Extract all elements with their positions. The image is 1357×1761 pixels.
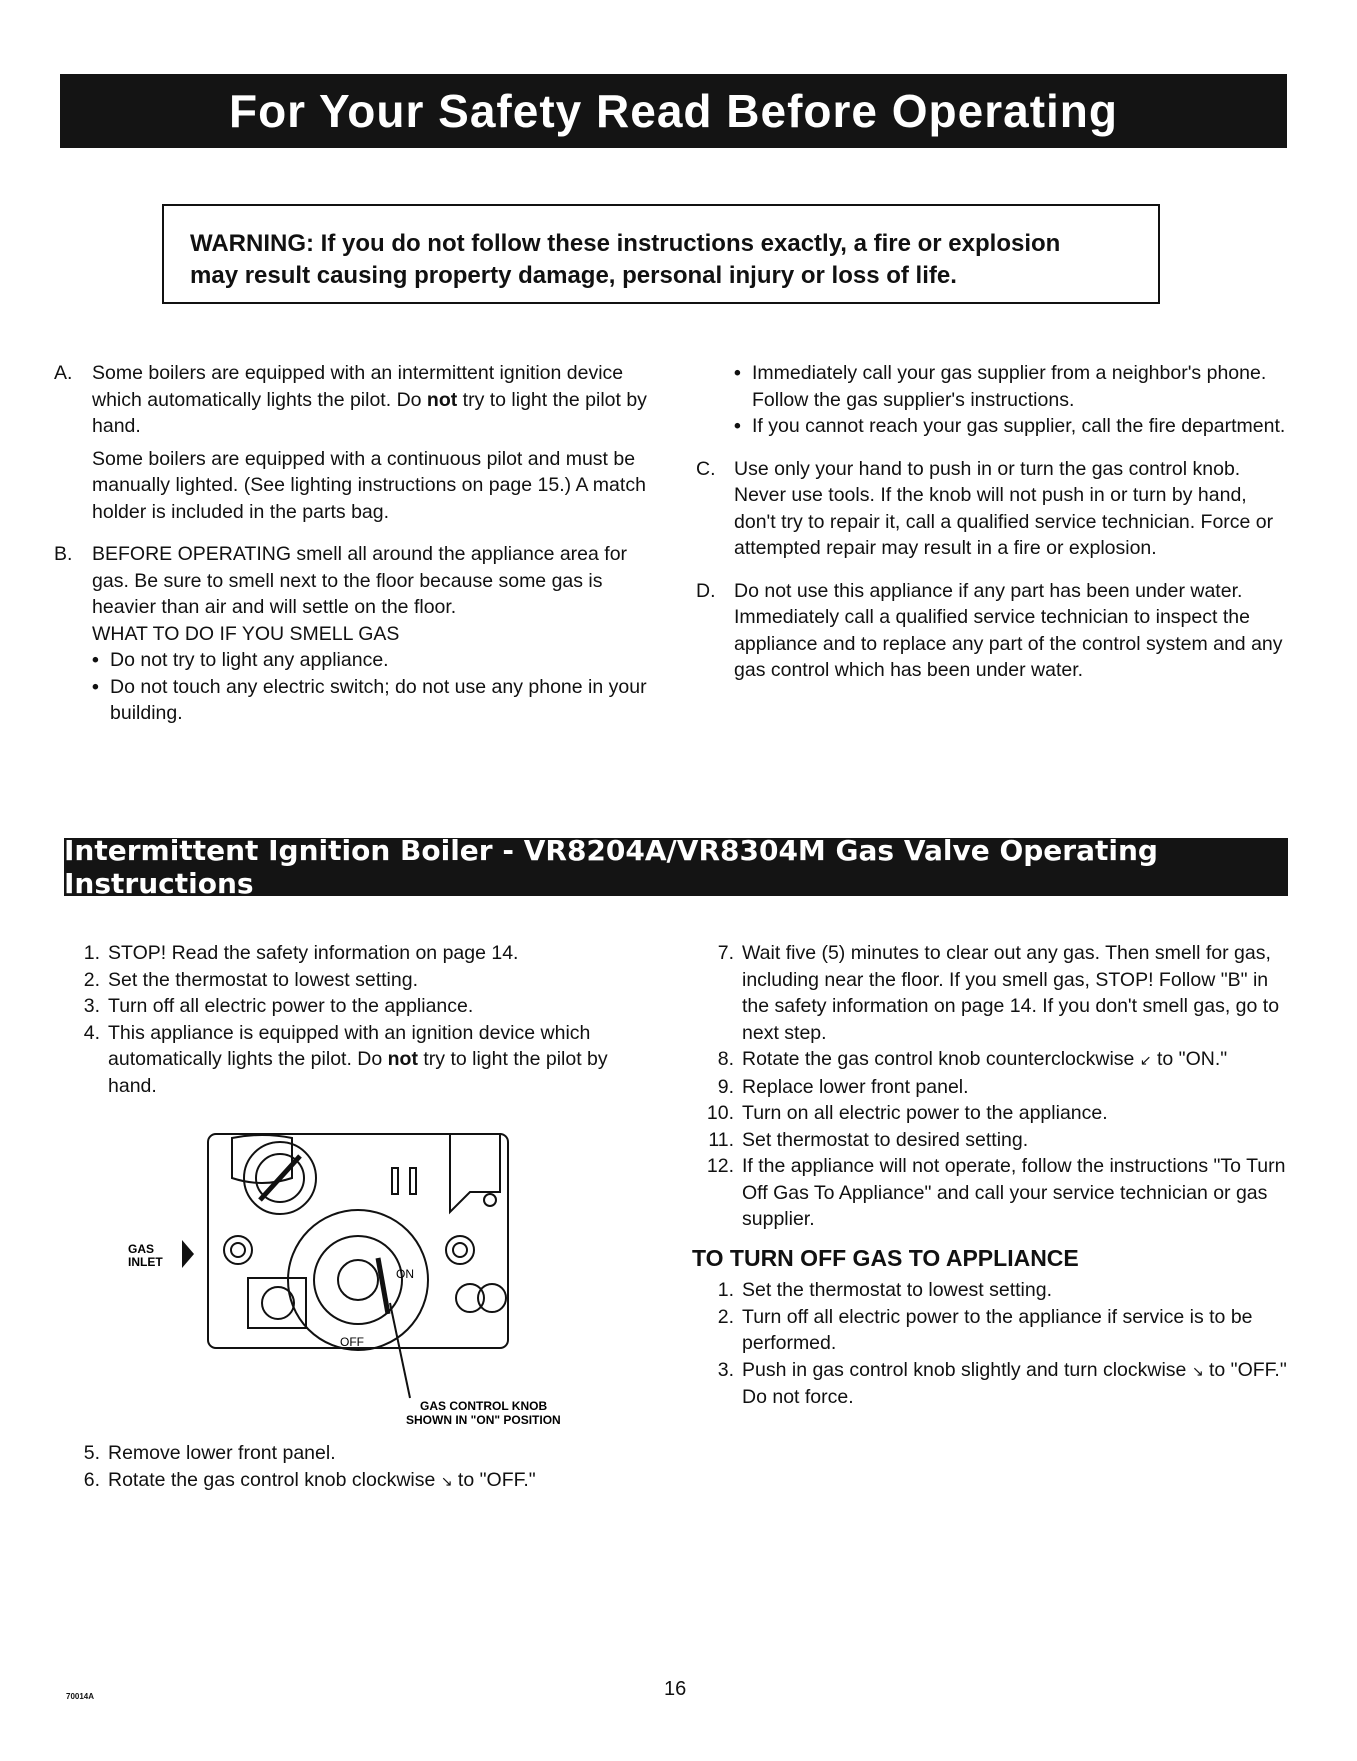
diagram-caption: GAS CONTROL KNOB xyxy=(420,1399,548,1413)
gas-valve-diagram xyxy=(120,1128,640,1428)
diagram-caption: SHOWN IN "ON" POSITION xyxy=(406,1413,561,1427)
step-item: 10. Turn on all electric power to the appliance. xyxy=(706,1102,1108,1124)
step-item: 1. Set the thermostat to lowest setting. xyxy=(717,1279,1052,1301)
safety-item-a: A. Some boilers are equipped with an intermittent ignition device which automatically lights the pilot. Do not try to light the pilot by hand. Some boilers are equipped with a continuous pilot and must be manually lighted. (See lighting instructions on page 15.) A match holder is included in the parts bag. xyxy=(54,360,650,525)
safety-item-c: C. Use only your hand to push in or turn the gas control knob. Never use tools. If the knob will not push in or turn by hand, don't try to repair it, call a qualified service technician. Force or attempted repair may result in a fire or explosion. xyxy=(696,457,1274,559)
steps-right-column xyxy=(692,940,1290,1411)
step-item: 2. Set the thermostat to lowest setting. xyxy=(83,968,418,991)
step-item: 1. STOP! Read the safety information on page 14. xyxy=(83,942,519,964)
section-title: Intermittent Ignition Boiler - VR8204A/VR8304M Gas Valve Operating Instructions xyxy=(64,838,1288,896)
step-item: 9. Replace lower front panel. xyxy=(717,1075,969,1098)
bullet-item: • If you cannot reach your gas supplier, call the fire department. xyxy=(734,413,1292,440)
footer-code: 70014A xyxy=(66,1692,95,1701)
off-label: OFF xyxy=(340,1335,364,1349)
step-item: 6. Rotate the gas control knob clockwise ↘ to "OFF." xyxy=(83,1468,536,1491)
safety-b-heading: WHAT TO DO IF YOU SMELL GAS xyxy=(92,622,400,645)
warning-line-1: WARNING: If you do not follow these instructions exactly, a fire or explosion xyxy=(190,230,1061,257)
safety-item-d: D. Do not use this appliance if any part has been under water. Immediately call a qualified service technician to inspect the appliance and to replace any part of the control system and any gas control which has been under water. xyxy=(696,579,1283,681)
step-item: 4. This appliance is equipped with an ignition device which automatically lights the pilot. Do not try to light the pilot by hand. xyxy=(83,1021,608,1097)
warning-box xyxy=(162,204,1160,304)
warning-line-2: may result causing property damage, personal injury or loss of life. xyxy=(190,262,957,289)
page-number: 16 xyxy=(664,1678,687,1700)
bullet-item: • Do not touch any electric switch; do not use any phone in your building. xyxy=(92,674,650,727)
step-item: 5. Remove lower front panel. xyxy=(83,1442,336,1464)
bullet-item: • Immediately call your gas supplier from a neighbor's phone. Follow the gas supplier's instructions. xyxy=(734,360,1292,413)
step-item: 3. Push in gas control knob slightly and turn clockwise ↘ to "OFF." Do not force. xyxy=(717,1358,1287,1408)
safety-a-paragraph-2: Some boilers are equipped with a continuous pilot and must be manually lighted. (See lighting instructions on page 15.) A match holder is included in the parts bag. xyxy=(92,447,646,523)
turn-off-heading: TO TURN OFF GAS TO APPLIANCE xyxy=(692,1244,1079,1271)
on-label: ON xyxy=(396,1267,414,1281)
gas-inlet-label: INLET xyxy=(128,1255,163,1269)
step-item: 12. If the appliance will not operate, follow the instructions "To Turn Off Gas To Appliance" and call your service technician or gas supplier. xyxy=(706,1155,1286,1230)
safety-right-column xyxy=(696,360,1292,684)
step-item: 8. Rotate the gas control knob counterclockwise ↙ to "ON." xyxy=(717,1048,1228,1070)
page-title: For Your Safety Read Before Operating xyxy=(60,74,1287,148)
arrow-icon xyxy=(182,1240,194,1268)
gas-inlet-label: GAS xyxy=(128,1242,155,1256)
counterclockwise-arrow-icon: ↙ xyxy=(1139,1052,1152,1068)
step-item: 3. Turn off all electric power to the appliance. xyxy=(83,995,474,1017)
safety-b-paragraph: BEFORE OPERATING smell all around the appliance area for gas. Be sure to smell next to the floor because some gas is heavier than air and will settle on the floor. xyxy=(92,543,628,618)
step-item: 2. Turn off all electric power to the appliance if service is to be performed. xyxy=(717,1305,1253,1354)
bullet-item: • Do not try to light any appliance. xyxy=(92,647,650,674)
safety-left-column xyxy=(54,360,650,727)
clockwise-arrow-icon: ↘ xyxy=(1191,1362,1204,1379)
safety-a-paragraph-1: Some boilers are equipped with an intermittent ignition device which automatically lights the pilot. Do not try to light the pilot by hand. xyxy=(92,362,647,437)
steps-left-bottom xyxy=(72,1440,652,1494)
step-item: 7. Wait five (5) minutes to clear out any gas. Then smell for gas, including near the floor. If you smell gas, STOP! Follow "B" in the safety information on page 14. If you don't smell gas, go to next step. xyxy=(717,942,1280,1044)
steps-left-column xyxy=(72,940,652,1099)
step-item: 11. Set thermostat to desired setting. xyxy=(708,1128,1029,1151)
clockwise-arrow-icon: ↘ xyxy=(440,1472,453,1489)
safety-item-b: B. BEFORE OPERATING smell all around the appliance area for gas. Be sure to smell next to the floor because some gas is heavier than air and will settle on the floor. WHAT TO DO IF YOU SMELL GAS • Do not try to light any appliance. • Do not touch any electric switch; do not use any phone in your building. xyxy=(54,541,650,727)
